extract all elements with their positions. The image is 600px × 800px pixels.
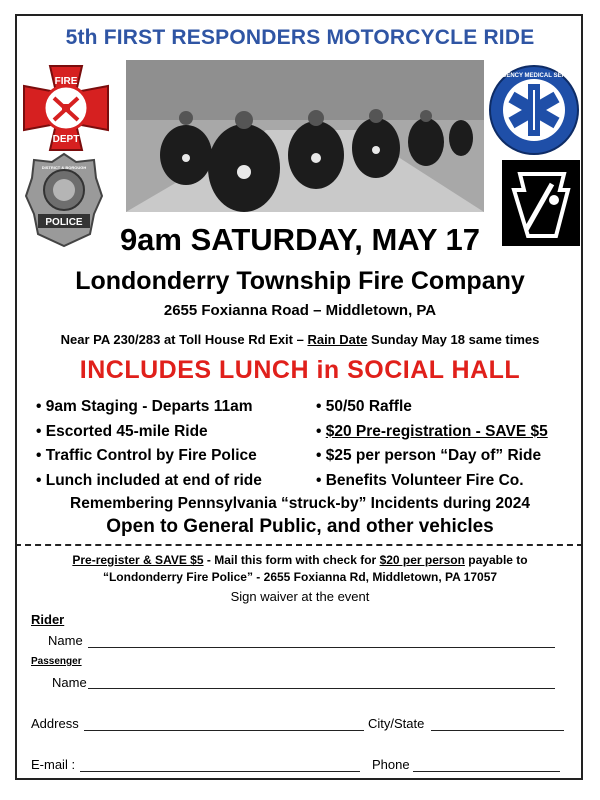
- directions-line: [0, 332, 600, 347]
- rider-section-label: Rider: [31, 612, 65, 627]
- prereg-link: Pre-register & SAVE $5: [72, 553, 204, 567]
- waiver-note: Sign waiver at the event: [230, 589, 370, 604]
- flyer-title: 5th FIRST RESPONDERS MOTORCYCLE RIDE: [65, 26, 535, 49]
- list-item: • 9am Staging - Departs 11am: [36, 398, 253, 415]
- lunch-banner: INCLUDES LUNCH in SOCIAL HALL: [79, 356, 521, 384]
- fire-badge-bottom-text: DEPT: [52, 134, 80, 145]
- rider-name-field[interactable]: [88, 647, 555, 648]
- prereg-price-text: $20 Pre-registration - SAVE $5: [325, 422, 548, 440]
- rain-date-label: Rain Date: [307, 332, 368, 347]
- rain-date-text: Sunday May 18 same times: [367, 332, 540, 347]
- directions-text: Near PA 230/283 at Toll House Rd Exit –: [60, 332, 308, 347]
- list-item: • Escorted 45-mile Ride: [36, 422, 208, 440]
- city-state-field[interactable]: [431, 730, 564, 731]
- remembering-line: Remembering Pennsylvania “struck-by” Incidents during 2024: [70, 495, 530, 512]
- list-item: [316, 420, 548, 445]
- fire-badge-top-text: FIRE: [54, 76, 78, 87]
- bullet-list-left: [36, 395, 262, 493]
- bullet-list-right: [316, 395, 548, 493]
- motorcycle-photo: [126, 60, 484, 212]
- fire-dept-badge: [20, 62, 112, 154]
- phone-label: Phone: [372, 757, 410, 772]
- event-address: 2655 Foxianna Road – Middletown, PA: [163, 302, 437, 319]
- email-field[interactable]: [80, 771, 360, 772]
- passenger-name-label: Name: [52, 675, 87, 690]
- ems-badge: [488, 64, 580, 156]
- list-item: • Traffic Control by Fire Police: [36, 447, 257, 464]
- price-link: $20 per person: [379, 553, 465, 567]
- city-state-label: City/State: [368, 716, 425, 731]
- police-badge-top-text: DISTRICT & BOROUGH: [41, 165, 87, 170]
- prereg-mid: - Mail this form with check for: [203, 553, 380, 567]
- prereg-instructions: [0, 552, 600, 586]
- police-badge-label: POLICE: [45, 217, 83, 228]
- ems-ring-text: EMERGENCY MEDICAL SERVICES: [488, 73, 580, 79]
- address-label: Address: [31, 716, 79, 731]
- event-host: Londonderry Township Fire Company: [75, 267, 525, 295]
- address-field[interactable]: [84, 730, 364, 731]
- list-item: • Lunch included at end of ride: [36, 471, 262, 489]
- list-item: • Benefits Volunteer Fire Co.: [316, 471, 524, 489]
- email-label: E-mail :: [31, 757, 76, 772]
- payee-line: “Londonderry Fire Police” - 2655 Foxianna Rd, Middletown, PA 17057: [102, 570, 498, 584]
- bullet-char: •: [316, 422, 326, 440]
- prereg-end: payable to: [464, 553, 528, 567]
- cut-line-divider: [15, 544, 583, 546]
- passenger-section-label: Passenger: [31, 656, 82, 667]
- list-item: • 50/50 Raffle: [316, 398, 412, 415]
- list-item: • $25 per person “Day of” Ride: [316, 447, 542, 464]
- open-to-public: Open to General Public, and other vehicles: [106, 516, 494, 537]
- rider-name-label: Name: [48, 633, 83, 648]
- phone-field[interactable]: [413, 771, 560, 772]
- event-date: 9am SATURDAY, MAY 17: [119, 222, 481, 257]
- passenger-name-field[interactable]: [88, 688, 555, 689]
